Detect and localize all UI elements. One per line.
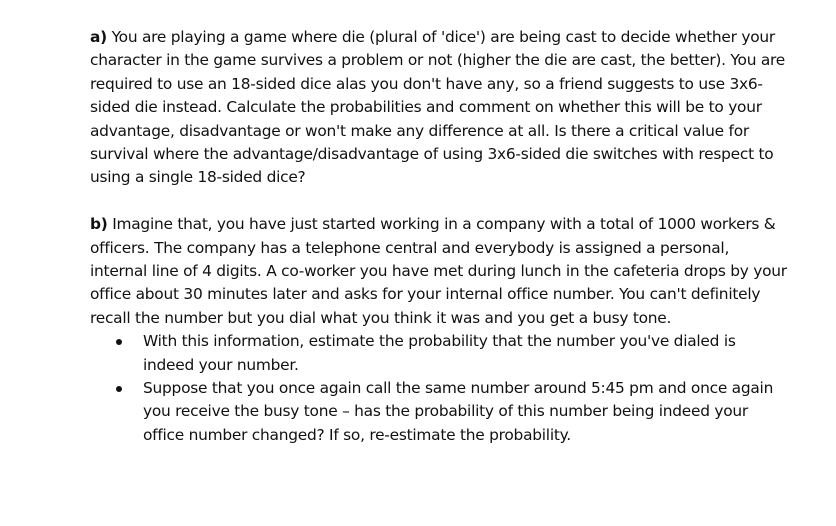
bullet-dot-icon — [116, 386, 122, 392]
bullet-text: Suppose that you once again call the same number around 5:45 pm and once again you receive the busy tone – has the probability of this number being indeed your office number changed? If so, re-estimate the probability. — [143, 379, 774, 444]
bullet-item — [90, 377, 790, 447]
question-b-text: Imagine that, you have just started working in a company with a total of 1000 workers & officers. The company has a telephone central and everybody is assigned a personal, internal line of 4 digits. A co-worker you have met during lunch in the cafeteria drops by your office about 30 minutes later and asks for your internal office number. You can't definitely recall the number but you dial what you think it was and you get a busy tone. — [90, 215, 787, 327]
question-b-label: b) — [90, 215, 108, 234]
bullet-item — [90, 330, 790, 377]
question-a-label: a) — [90, 28, 107, 46]
bullet-dot-icon — [116, 339, 122, 345]
question-a-text: You are playing a game where die (plural of 'dice') are being cast to decide whether your character in the game survives a problem or not (higher the die are cast, the better). You are required to use an 18-sided dice alas you don't have any, so a friend suggests to use 3x6-sided die instead. Calculate the probabilities and comment on whether this will be to your advantage, disadvantage or won't make any difference at all. Is there a critical value for survival where the advantage/disadvantage of using 3x6-sided die switches with respect to using a single 18-sided dice? — [90, 28, 785, 187]
question-a — [90, 26, 790, 190]
question-b — [90, 213, 790, 330]
bullet-text: With this information, estimate the probability that the number you've dialed is indeed your number. — [143, 332, 736, 374]
question-b-bullet-list — [90, 330, 790, 447]
document-body — [90, 26, 790, 447]
